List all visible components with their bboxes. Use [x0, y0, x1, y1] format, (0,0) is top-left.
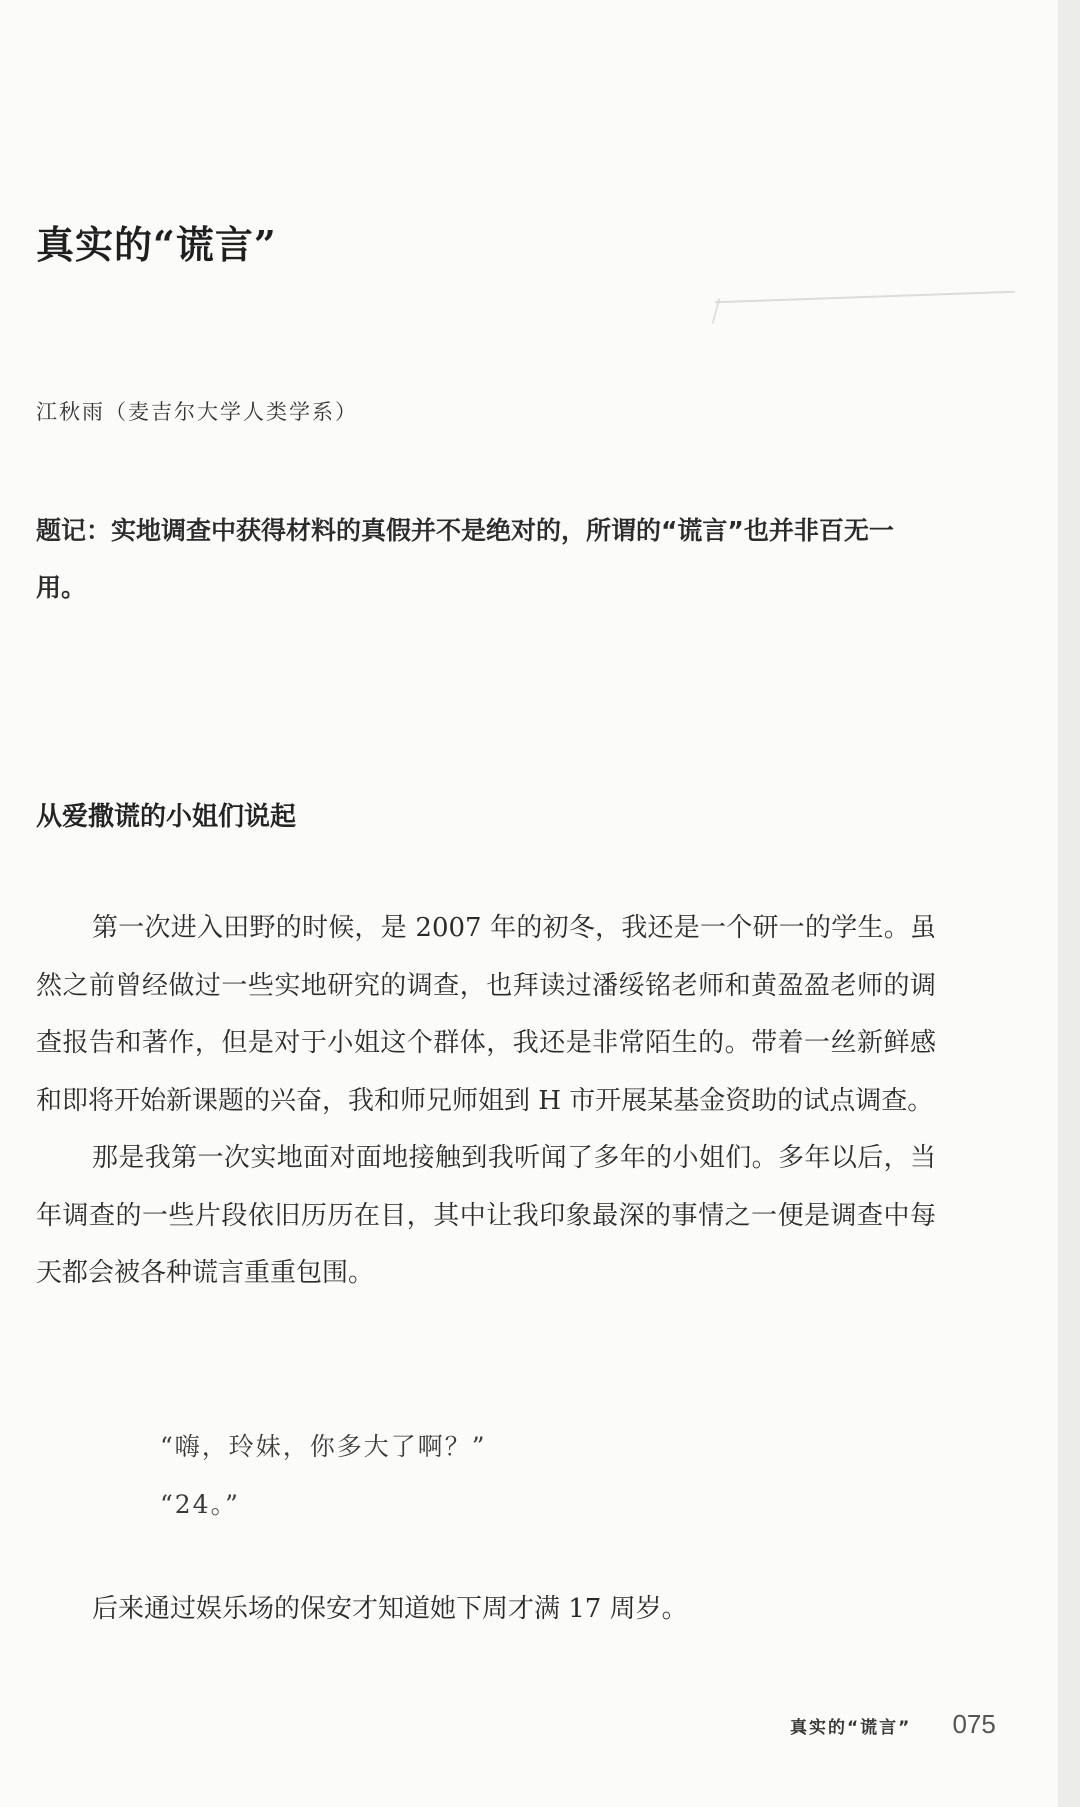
- page-edge-strip: [1058, 0, 1080, 1807]
- article-title: 真实的“谎言”: [36, 222, 277, 267]
- page-number: 075: [952, 1709, 996, 1739]
- running-title: 真实的“谎言”: [790, 1718, 912, 1738]
- dialogue-line: “24。”: [160, 1490, 240, 1519]
- section-heading: 从爱撒谎的小姐们说起: [36, 802, 297, 832]
- body-text: [36, 900, 936, 1303]
- dialogue-block: [160, 1418, 487, 1534]
- epigraph: 题记：实地调查中获得材料的真假并不是绝对的，所谓的“谎言”也并非百无一用。: [36, 516, 894, 602]
- article-author: 江秋雨（麦吉尔大学人类学系）: [36, 400, 358, 424]
- dialogue-line: “嗨，玲妹，你多大了啊？”: [160, 1432, 487, 1461]
- page-footer: [790, 1709, 996, 1740]
- closing-paragraph: 后来通过娱乐场的保安才知道她下周才满 17 周岁。: [92, 1594, 688, 1624]
- paper-scuff-mark: [715, 291, 1015, 303]
- paragraph: 那是我第一次实地面对面地接触到我听闻了多年的小姐们。多年以后，当年调查的一些片段依旧历历在目，其中让我印象最深的事情之一便是调查中每天都会被各种谎言重重包围。: [36, 1143, 936, 1288]
- paragraph: 第一次进入田野的时候，是 2007 年的初冬，我还是一个研一的学生。虽然之前曾经做过一些实地研究的调查，也拜读过潘绥铭老师和黄盈盈老师的调查报告和著作，但是对于小姐这个群体，我还是非常陌生的。带着一丝新鲜感和即将开始新课题的兴奋，我和师兄师姐到 H 市开展某基金资助的试点调查。: [36, 913, 936, 1116]
